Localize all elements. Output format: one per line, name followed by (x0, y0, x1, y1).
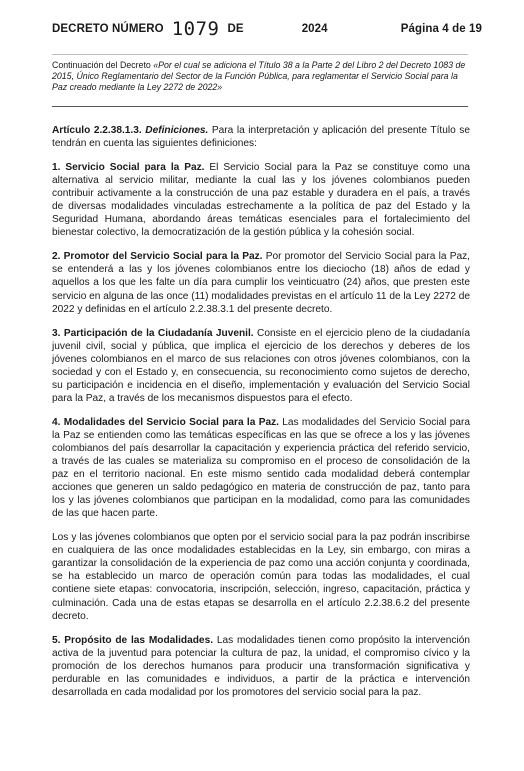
modalities-paragraph: Los y las jóvenes colombianos que opten por el servicio social para la paz podrán inscribirse en cualquiera de las once modalidades establecidas en la Ley, sin embargo, con miras a garantizar la consolidación de la experiencia de paz como una acción conjunta y coordinada, se ha establecido un marco de operación común para todas las modalidades, el cual contiene siete etapas: convocatoria, inscripción, selección, ingreso, capacitación, práctica y culminación. Cada una de estas etapas se desarrolla en el artículo 2.2.38.6.2 del presente decreto. (52, 532, 470, 622)
article-intro (52, 124, 470, 150)
decree-label: DECRETO NÚMERO (52, 23, 164, 35)
definition-term: 2. Promotor del Servicio Social para la Paz. (52, 251, 263, 263)
definition-5 (52, 634, 470, 699)
article-intro-text: Para la interpretación y aplicación del presente Título se tendrán en cuenta las siguientes definiciones: (52, 125, 470, 150)
section-divider (52, 106, 468, 107)
continuation-title: «Por el cual se adiciona el Título 38 a la Parte 2 del Libro 2 del Decreto 1083 de 2015, Único Reglamentario del Sector de la Función Pública, para reglamentar el Servicio Social para la Paz creado mediante la Ley 2272 de 2022» (52, 60, 466, 93)
definition-1 (52, 161, 470, 239)
page-header (52, 14, 482, 44)
definition-4 (52, 416, 470, 520)
definition-term: 4. Modalidades del Servicio Social para la Paz. (52, 416, 279, 428)
definition-3 (52, 327, 470, 405)
document-body (52, 124, 470, 710)
definition-term: 5. Propósito de las Modalidades. (52, 634, 214, 646)
definition-text: Las modalidades del Servicio Social para la Paz se entienden como las temáticas específicas en las que se ofrece a los y las jóvenes colombianos del país desarrollar la capacitación y experiencia práctica del referido servicio, a través de las cuales se materializa su compromiso en el proceso de consolidación de la paz en el territorio nacional. En este mismo sentido cada modalidad deberá contemplar acciones que generen un saldo pedagógico en materia de construcción de paz, tanto para los y las jóvenes colombianos que participan en la modalidad, como para las comunidades de las que hacen parte. (52, 416, 470, 520)
definition-term: 3. Participación de la Ciudadanía Juvenil. (52, 327, 254, 339)
definition-term: 1. Servicio Social para la Paz. (52, 162, 205, 174)
article-title: Definiciones. (145, 125, 209, 136)
page-number: Página 4 de 19 (400, 23, 482, 35)
definition-2 (52, 250, 470, 315)
continuation-note (52, 60, 472, 94)
continuation-prefix: Continuación del Decreto (52, 60, 154, 70)
decree-number: 1079 (171, 18, 220, 40)
definition-text: Por promotor del Servicio Social para la Paz, se entenderá a las y los jóvenes colombianos entre los dieciocho (18) años de edad y aquellos a los que les falte un día para cumplir los veinticuatro (24) años, que presten este servicio en alguna de las once (11) modalidades previstas en el artículo 11 de la Ley 2272 de 2022 y definidas en el artículo 2.2.38.3.1 del presente decreto. (52, 251, 470, 315)
definition-text: Las modalidades tienen como propósito la intervención activa de la juventud para potenciar la cultura de paz, la unidad, el compromiso cívico y la promoción de los derechos humanos para producir una transformación significativa y perdurable en las comunidades e individuos, a partir de la práctica e intervención desarrollada en cada modalidad por los promotores del servicio social para la paz. (52, 634, 470, 698)
definition-text: Consiste en el ejercicio pleno de la ciudadanía juvenil civil, social y pública, que implica el ejercicio de los derechos y deberes de los jóvenes colombianos en el marco de sus relaciones con otros jóvenes colombianos, con la sociedad y con el Estado y, en consecuencia, su reconocimiento como sujetos de derecho, su participación e incidencia en el diseño, implementación y evaluación del Servicio Social para la Paz, a través de los mecanismos dispuestos para el efecto. (52, 327, 471, 404)
header-divider (52, 54, 468, 55)
article-number: Artículo 2.2.38.1.3. (52, 125, 142, 136)
definition-text: El Servicio Social para la Paz se constituye como una alternativa al servicio militar, mediante la cual las y los jóvenes colombianos pueden contribuir activamente a la construcción de una paz estable y duradera en el país, a través de diversas modalidades vinculadas estrechamente a la política de paz del Estado y la Seguridad Humana, abordando áreas temáticas esenciales para el fortalecimiento del bienestar colectivo, la democratización de la gestión pública y la cohesión social. (52, 162, 470, 239)
de-label: DE (227, 23, 244, 35)
decree-year: 2024 (301, 23, 328, 35)
